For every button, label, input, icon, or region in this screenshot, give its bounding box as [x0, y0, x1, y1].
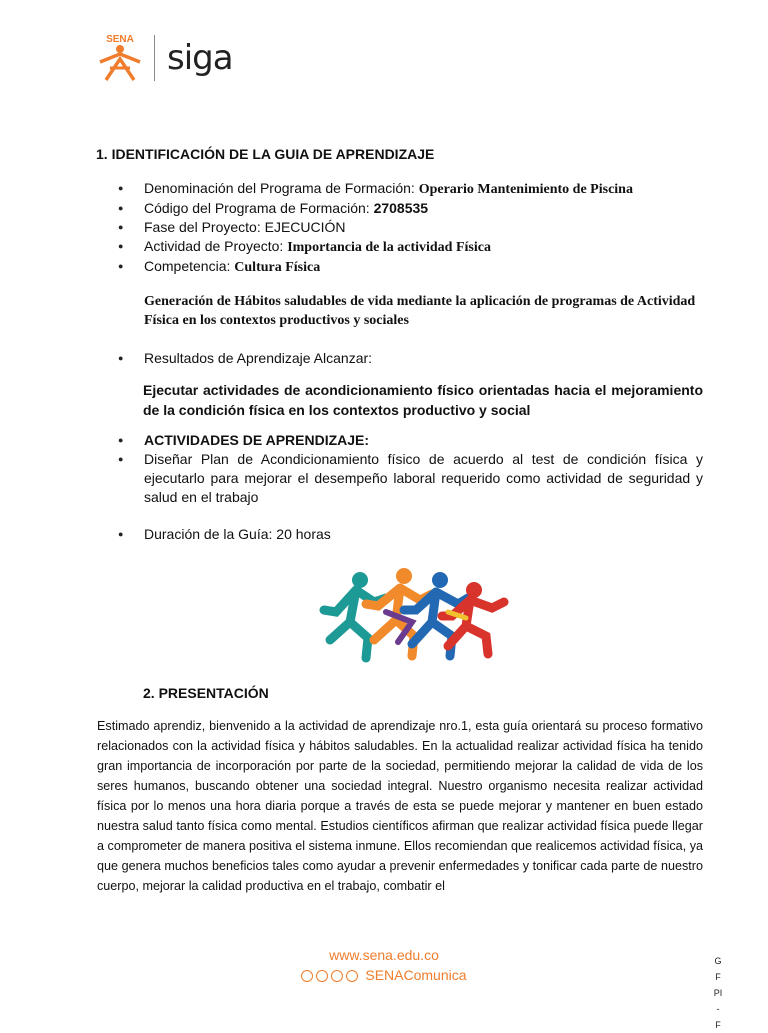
- footer-url[interactable]: [0, 947, 768, 963]
- siga-logo-text: siga: [167, 38, 233, 78]
- sena-logo-text: SENA: [106, 34, 134, 45]
- logo-divider: [154, 35, 155, 81]
- list-item: ● Denominación del Programa de Formación: Operario Mantenimiento de Piscina: [96, 179, 706, 199]
- resultados-description: Ejecutar actividades de acondicionamiento físico orientadas hacia el mejoramiento de la condición física en los contextos productivo y social: [143, 382, 703, 418]
- list-item: ● Competencia: Cultura Física: [96, 257, 706, 277]
- list-item: ● Resultados de Aprendizaje Alcanzar:: [96, 349, 706, 368]
- instagram-icon: [331, 970, 343, 982]
- footer-social-text: SENAComunica: [365, 967, 467, 983]
- section1-title: 1. IDENTIFICACIÓN DE LA GUIA DE APRENDIZAJE: [96, 146, 435, 162]
- list-item: ● ACTIVIDADES DE APRENDIZAJE:: [96, 431, 703, 450]
- runners-illustration: [316, 560, 524, 670]
- list-item: ● Código del Programa de Formación: 2708535: [96, 199, 706, 218]
- list-item: ● Diseñar Plan de Acondicionamiento físico de acuerdo al test de condición física y ejecutarlo para mejorar el desempeño laboral requerido como actividad de seguridad y salud en el trabajo: [96, 450, 703, 507]
- list-item: ● Actividad de Proyecto: Importancia de la actividad Física: [96, 237, 706, 257]
- identification-list: [96, 179, 706, 277]
- header-logos: [96, 32, 233, 84]
- sena-logo-icon: [96, 32, 144, 84]
- list-item: ● Duración de la Guía: 20 horas: [96, 525, 706, 544]
- actividades-list: [96, 431, 703, 507]
- presentacion-text: Estimado aprendiz, bienvenido a la actividad de aprendizaje nro.1, esta guía orientará su proceso formativo relacionados con la actividad física y hábitos saludables. En la actualidad realizar actividad física ha tenido gran importancia de incorporación por parte de la sociedad, permitiendo mejorar la calidad de vida de los seres humanos, buscando obtener una sociedad integral. Nuestro organismo necesita realizar actividad física por lo menos una hora diaria porque a través de esta se puede mejorar y mantener en buen estado nuestra salud tanto física como mental. Estudios científicos afirman que realizar actividad física puede llegar a comprometer de manera positiva el sistema inmune. Ellos recomiendan que realicemos actividad física, ya que genera muchos beneficios tales como ayudar a prevenir enfermedades y tonificar cada parte de nuestro cuerpo, mejorar la calidad productiva en el trabajo, combatir el: [97, 719, 703, 893]
- facebook-icon: [301, 970, 313, 982]
- siga-logo: [167, 38, 233, 78]
- resultados-list: [96, 349, 706, 368]
- footer-social: [0, 967, 768, 983]
- side-document-code: G F PI - F: [713, 956, 723, 1030]
- twitter-icon: [316, 970, 328, 982]
- competencia-description: Generación de Hábitos saludables de vida mediante la aplicación de programas de Actividad Física en los contextos productivos y sociales: [144, 294, 696, 328]
- youtube-icon: [346, 970, 358, 982]
- runners-icon: [316, 560, 524, 670]
- section2-title: 2. PRESENTACIÓN: [143, 685, 269, 701]
- list-item: ● Fase del Proyecto: EJECUCIÓN: [96, 218, 706, 237]
- footer-url-text[interactable]: www.sena.edu.co: [329, 947, 439, 963]
- duracion-list: [96, 525, 706, 544]
